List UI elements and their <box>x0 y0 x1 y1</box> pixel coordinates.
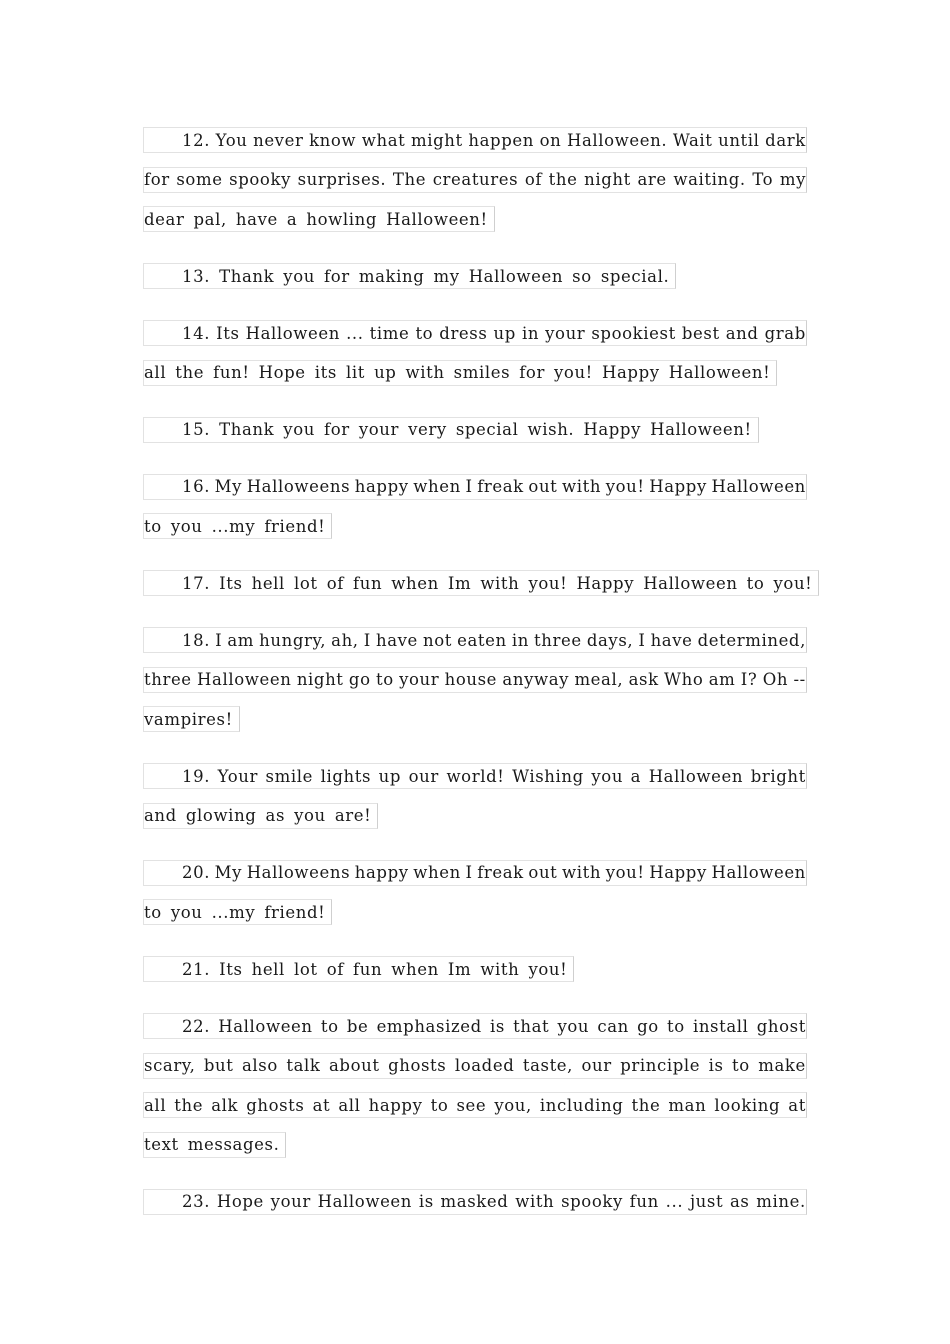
paragraph-19 <box>143 763 807 829</box>
paragraph-22 <box>143 1013 807 1158</box>
text-line: 12. You never know what might happen on Halloween. Wait until dark <box>143 127 807 153</box>
paragraph-17 <box>143 570 813 596</box>
text-line: all the fun! Hope its lit up with smiles for you! Happy Halloween! <box>143 360 777 386</box>
text-line: vampires! <box>143 706 240 732</box>
text-line: 16. My Halloweens happy when I freak out with you! Happy Halloween <box>143 474 807 500</box>
text-line: to you ...my friend! <box>143 899 332 925</box>
paragraph-20 <box>143 860 807 926</box>
paragraph-18 <box>143 627 807 732</box>
paragraph-14 <box>143 320 807 386</box>
paragraph-12 <box>143 127 807 232</box>
paragraph-23 <box>143 1189 807 1215</box>
text-line: for some spooky surprises. The creatures of the night are waiting. To my <box>143 167 807 193</box>
text-line: 20. My Halloweens happy when I freak out with you! Happy Halloween <box>143 860 807 886</box>
text-line: 13. Thank you for making my Halloween so special. <box>143 263 676 289</box>
document-page <box>143 127 813 1246</box>
text-line: text messages. <box>143 1132 286 1158</box>
text-line: 23. Hope your Halloween is masked with spooky fun ... just as mine. <box>143 1189 807 1215</box>
paragraph-16 <box>143 474 807 540</box>
text-line: all the alk ghosts at all happy to see you, including the man looking at <box>143 1092 807 1118</box>
text-line: 14. Its Halloween ... time to dress up in your spookiest best and grab <box>143 320 807 346</box>
text-line: to you ...my friend! <box>143 513 332 539</box>
text-line: and glowing as you are! <box>143 803 378 829</box>
paragraph-15 <box>143 417 807 443</box>
text-line: 17. Its hell lot of fun when Im with you! Happy Halloween to you! <box>143 570 819 596</box>
text-line: scary, but also talk about ghosts loaded taste, our principle is to make <box>143 1053 807 1079</box>
text-line: 21. Its hell lot of fun when Im with you! <box>143 956 574 982</box>
text-line: 15. Thank you for your very special wish. Happy Halloween! <box>143 417 759 443</box>
text-line: 19. Your smile lights up our world! Wishing you a Halloween bright <box>143 763 807 789</box>
text-line: 22. Halloween to be emphasized is that you can go to install ghost <box>143 1013 807 1039</box>
paragraph-13 <box>143 263 807 289</box>
text-line: 18. I am hungry, ah, I have not eaten in three days, I have determined, <box>143 627 807 653</box>
text-line: three Halloween night go to your house anyway meal, ask Who am I? Oh -- <box>143 667 807 693</box>
text-line: dear pal, have a howling Halloween! <box>143 206 495 232</box>
paragraph-21 <box>143 956 807 982</box>
